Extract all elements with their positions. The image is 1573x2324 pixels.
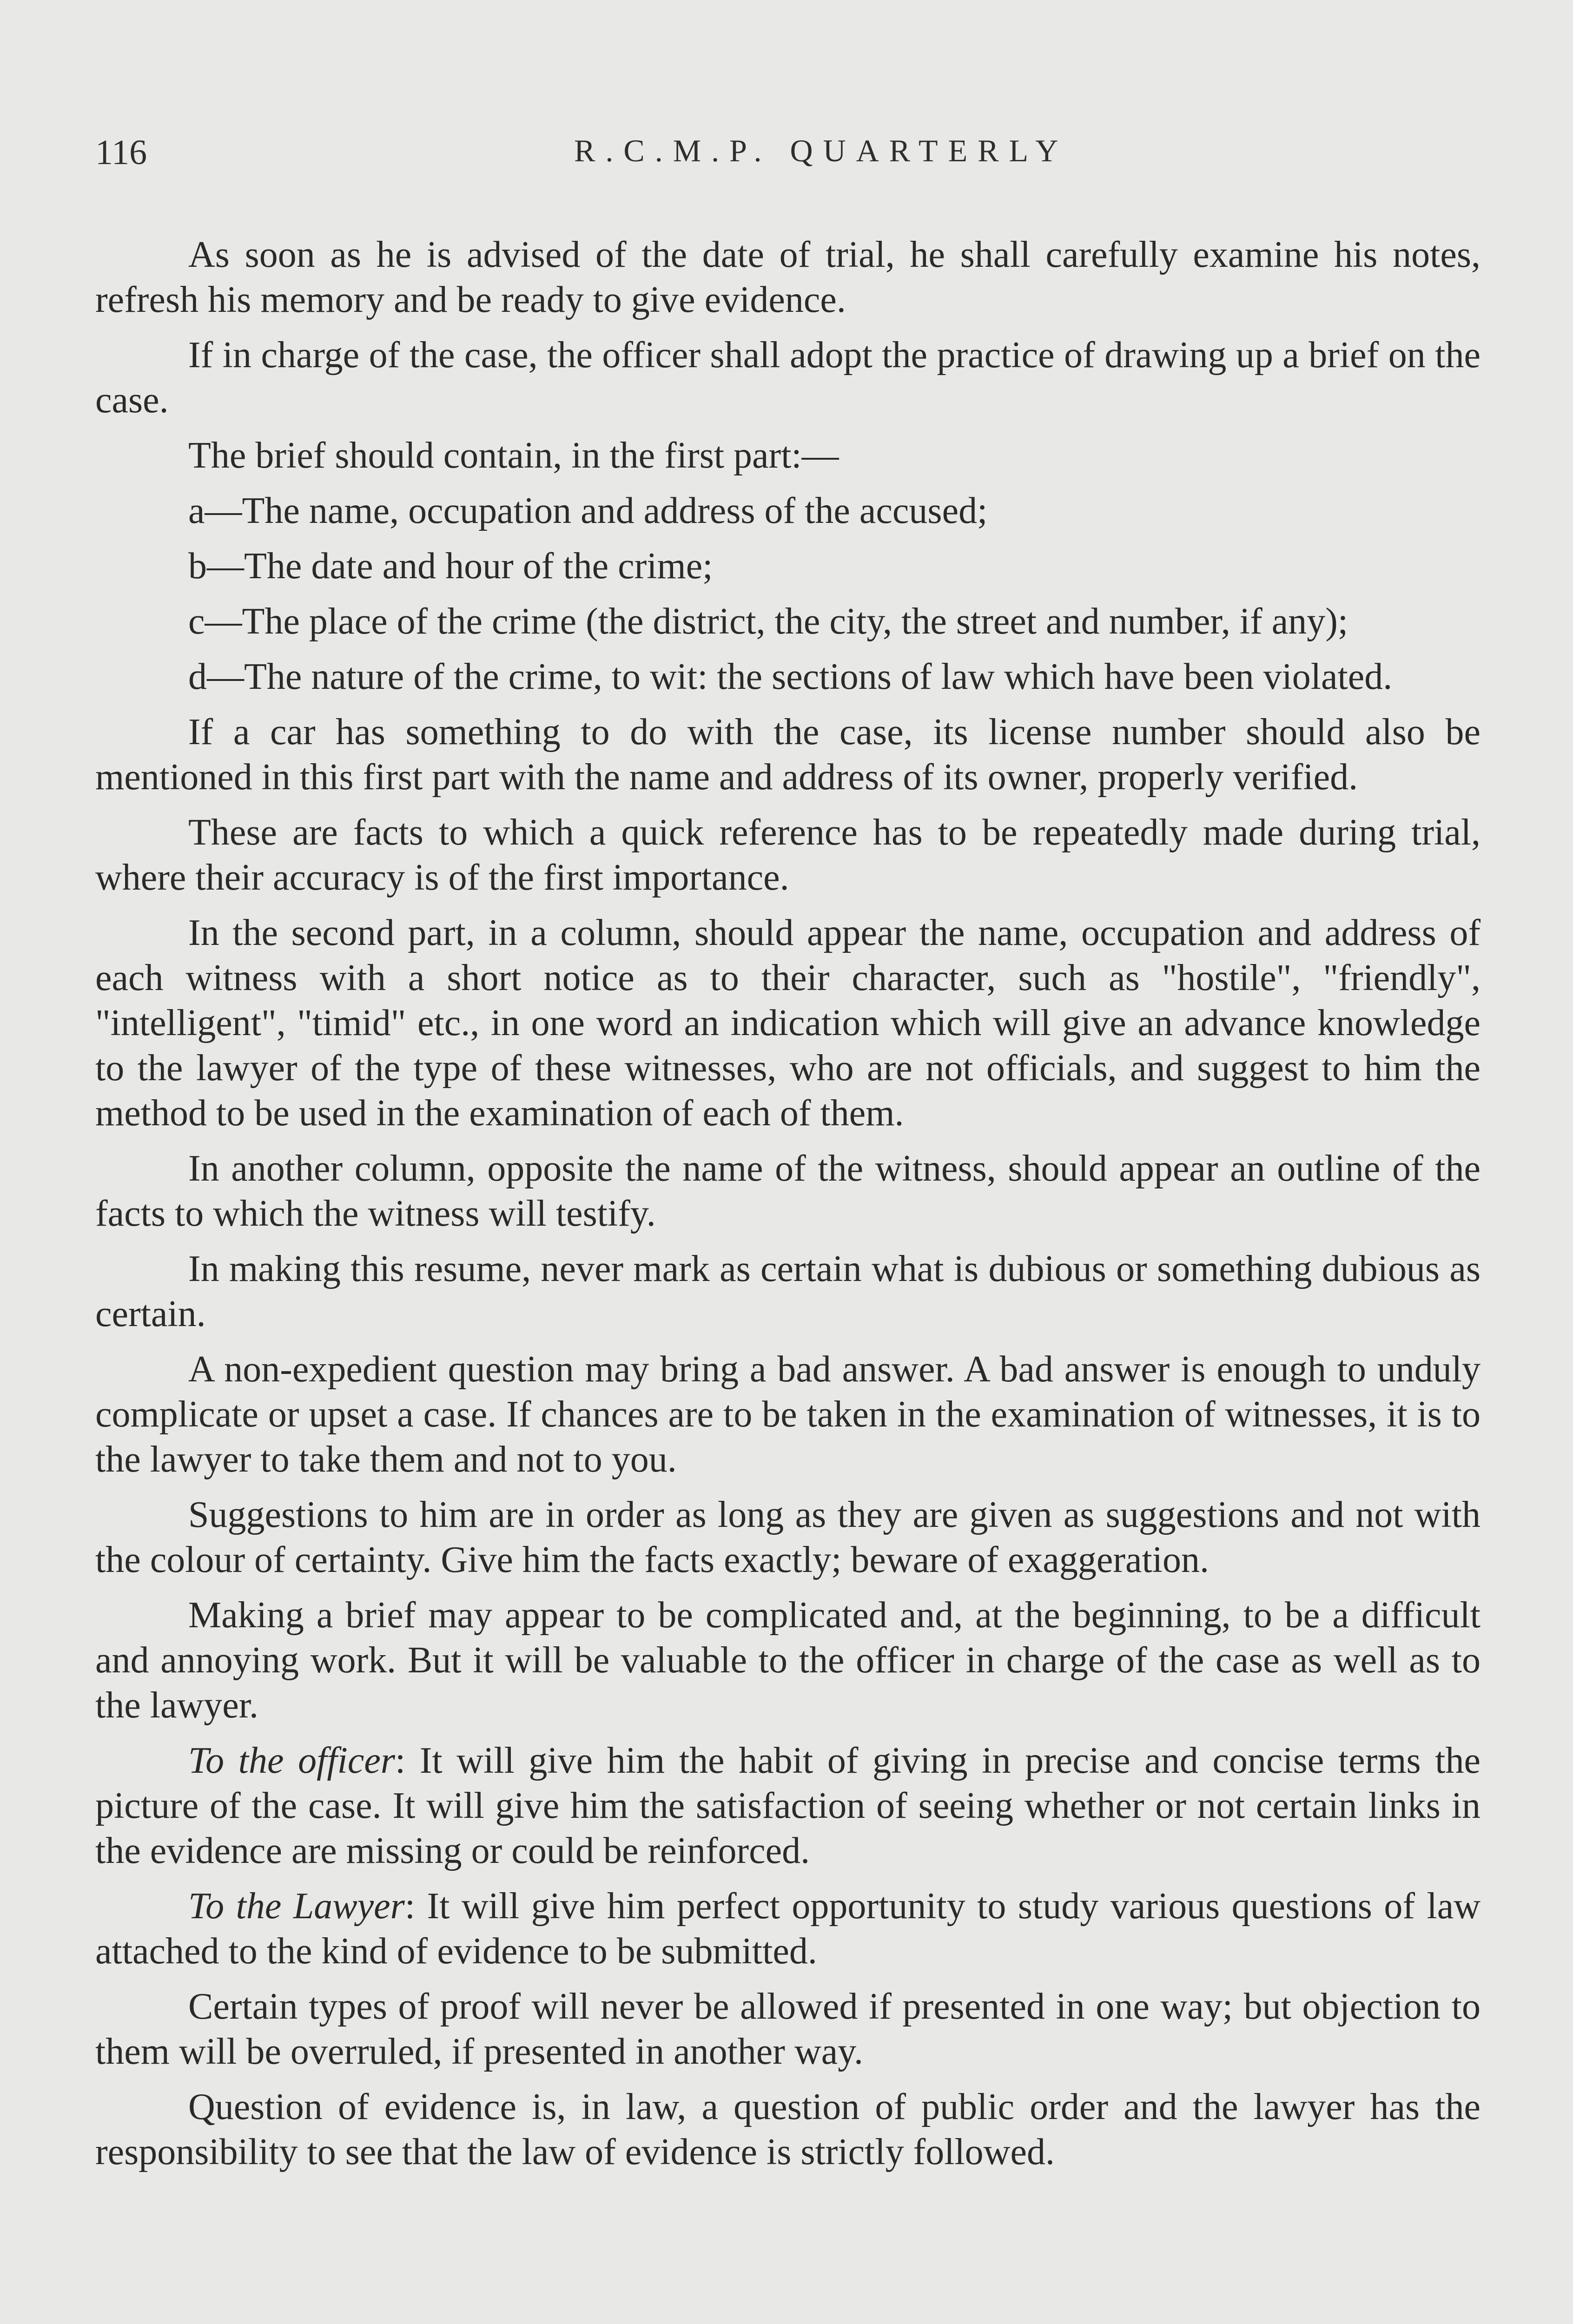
paragraph-text: If a car has something to do with the case, its license number should also be mentioned in this first part with the name and address of its owner, properly verified. (95, 712, 1480, 798)
paragraph (95, 1738, 1480, 1874)
paragraph (95, 1347, 1480, 1482)
paragraph (95, 1593, 1480, 1728)
paragraph-text: As soon as he is advised of the date of trial, he shall carefully examine his notes, refresh his memory and be ready to give evidence. (95, 234, 1480, 320)
paragraph-text: Suggestions to him are in order as long as they are given as suggestions and not with the colour of certainty. Give him the facts exactly; beware of exaggeration. (95, 1494, 1480, 1580)
paragraph-text: c—The place of the crime (the district, the city, the street and number, if any); (188, 601, 1348, 642)
paragraph-text: A non-expedient question may bring a bad answer. A bad answer is enough to unduly complicate or upset a case. If chances are to be taken in the examination of witnesses, it is to the lawyer to take them and not to you. (95, 1349, 1480, 1480)
paragraph-lead: To the officer (188, 1740, 395, 1781)
journal-title: R.C.M.P. QUARTERLY (574, 133, 1069, 168)
paragraph (95, 911, 1480, 1136)
paragraph (95, 2085, 1480, 2175)
paragraph (95, 710, 1480, 800)
list-item (95, 489, 1480, 534)
paragraph (95, 810, 1480, 900)
paragraph (95, 1492, 1480, 1583)
paragraph-text: : It will give him perfect opportunity to study various questions of law attached to the kind of evidence to be submitted. (95, 1886, 1480, 1972)
paragraph-text: : It will give him the habit of giving in precise and concise terms the picture of the case. It will give him the satisfaction of seeing whether or not certain links in the evidence are missing or could be reinforced. (95, 1740, 1480, 1871)
body-text (95, 232, 1480, 2185)
paragraph (95, 1984, 1480, 2074)
paragraph (95, 433, 1480, 478)
paragraph (95, 1146, 1480, 1236)
paragraph-text: a—The name, occupation and address of the accused; (188, 490, 988, 531)
list-item (95, 654, 1480, 700)
page-number: 116 (95, 133, 147, 172)
paragraph-text: Making a brief may appear to be complicated and, at the beginning, to be a difficult and annoying work. But it will be valuable to the officer in charge of the case as well as to the lawyer. (95, 1595, 1480, 1726)
paragraph-text: Question of evidence is, in law, a question of public order and the lawyer has the responsibility to see that the law of evidence is strictly followed. (95, 2086, 1480, 2172)
paragraph-text: b—The date and hour of the crime; (188, 546, 713, 587)
paragraph-text: These are facts to which a quick reference has to be repeatedly made during trial, where their accuracy is of the first importance. (95, 812, 1480, 898)
list-item (95, 599, 1480, 644)
paragraph-text: The brief should contain, in the first part:— (188, 435, 839, 476)
paragraph-lead: To the Lawyer (188, 1886, 405, 1927)
paragraph (95, 1247, 1480, 1337)
paragraph-text: If in charge of the case, the officer shall adopt the practice of drawing up a brief on the case. (95, 335, 1480, 421)
paragraph-text: In the second part, in a column, should appear the name, occupation and address of each witness with a short notice as to their character, such as "hostile", "friendly", "intelligent", "timid" etc., in one word an indication which will give an advance knowledge to the lawyer of the type of these witnesses, who are not officials, and suggest to him the method to be used in the examination of each of them. (95, 912, 1480, 1134)
page-header (95, 132, 1480, 179)
paragraph-text: In another column, opposite the name of the witness, should appear an outline of the facts to which the witness will testify. (95, 1148, 1480, 1234)
paragraph (95, 232, 1480, 323)
paragraph-text: Certain types of proof will never be allowed if presented in one way; but objection to them will be overruled, if presented in another way. (95, 1986, 1480, 2072)
paragraph-text: In making this resume, never mark as certain what is dubious or something dubious as certain. (95, 1248, 1480, 1334)
paragraph (95, 1884, 1480, 1974)
paragraph-text: d—The nature of the crime, to wit: the sections of law which have been violated. (188, 656, 1393, 697)
paragraph (95, 333, 1480, 423)
list-item (95, 544, 1480, 589)
